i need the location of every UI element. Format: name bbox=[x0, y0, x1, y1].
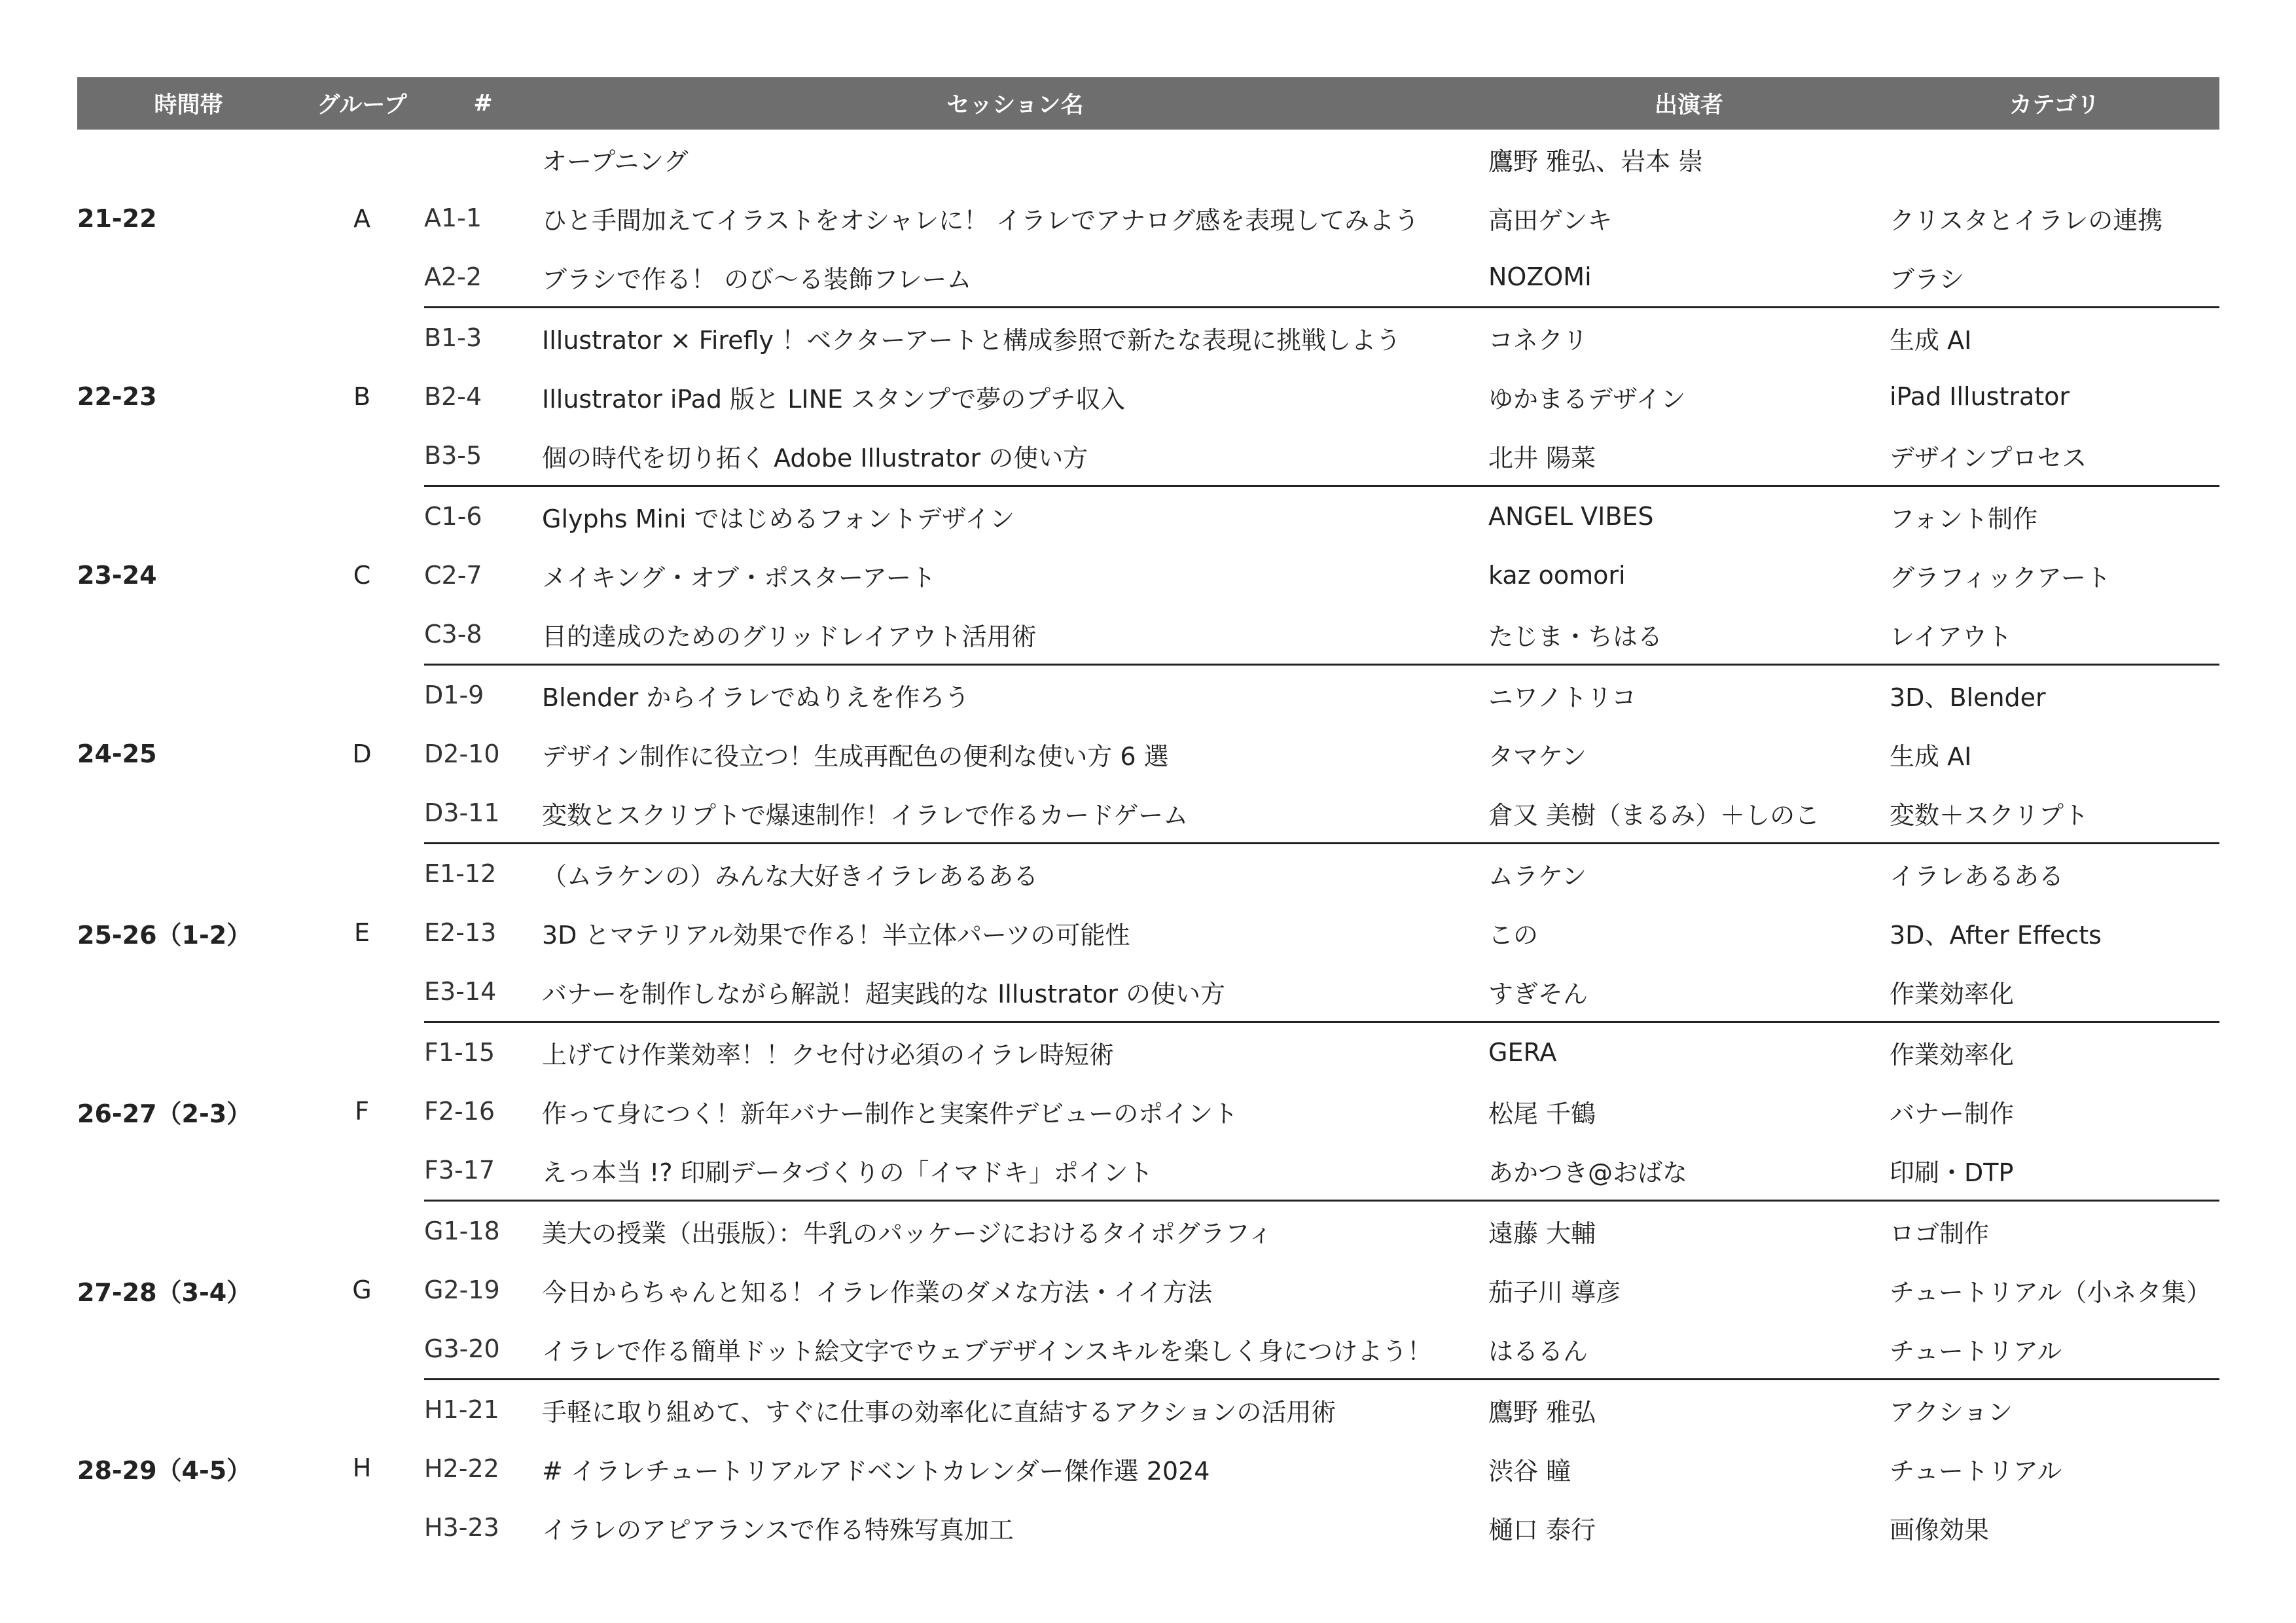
time-slot: 21-22 bbox=[77, 204, 157, 233]
session-number: E2-13 bbox=[424, 918, 497, 947]
session-row bbox=[77, 486, 2219, 546]
session-number: G1-18 bbox=[424, 1217, 500, 1245]
session-category: レイアウト bbox=[1890, 605, 2219, 665]
speaker-name: 渋谷 瞳 bbox=[1488, 1456, 1571, 1486]
time-slot: 24-25 bbox=[77, 740, 157, 768]
speaker-name: あかつき@おばな bbox=[1488, 1141, 1890, 1201]
session-row bbox=[77, 308, 2219, 368]
session-title: Blender からイラレでぬりえを作ろう bbox=[542, 683, 970, 712]
session-number: B3-5 bbox=[424, 426, 542, 486]
speaker-name: タマケン bbox=[1488, 741, 1587, 771]
time-slot: 27-28（3-4） bbox=[77, 1277, 252, 1307]
session-number: C2-7 bbox=[424, 561, 482, 590]
session-row bbox=[77, 1380, 2219, 1440]
session-category: 3D、After Effects bbox=[1890, 920, 2102, 950]
session-category: ロゴ制作 bbox=[1890, 1219, 1990, 1248]
speaker-name: NOZOMi bbox=[1488, 247, 1890, 308]
time-slot: 26-27（2-3） bbox=[77, 1099, 252, 1128]
session-category: イラレあるある bbox=[1890, 861, 2064, 891]
time-slot: 23-24 bbox=[77, 561, 157, 590]
session-number: C1-6 bbox=[424, 502, 482, 531]
group-letter: E bbox=[353, 918, 370, 947]
session-category: 変数＋スクリプト bbox=[1890, 783, 2219, 844]
session-category bbox=[1890, 130, 2219, 188]
session-category: グラフィックアート bbox=[1890, 563, 2111, 592]
session-row bbox=[77, 1201, 2219, 1261]
session-title: 目的達成のためのグリッドレイアウト活用術 bbox=[542, 605, 1488, 665]
session-category: クリスタとイラレの連携 bbox=[1890, 205, 2163, 235]
session-row bbox=[77, 844, 2219, 904]
speaker-name: すぎそん bbox=[1488, 962, 1890, 1022]
speaker-name: kaz oomori bbox=[1488, 561, 1626, 590]
session-category: バナー制作 bbox=[1890, 1099, 2015, 1128]
session-category: 生成 AI bbox=[1890, 325, 1972, 355]
session-title: オープニング bbox=[542, 147, 689, 176]
session-number: E1-12 bbox=[424, 859, 497, 888]
session-category: チュートリアル（小ネタ集） bbox=[1890, 1277, 2212, 1307]
session-title: 3D とマテリアル効果で作る！半立体パーツの可能性 bbox=[542, 920, 1130, 950]
time-slot: 25-26（1-2） bbox=[77, 920, 252, 950]
session-category: フォント制作 bbox=[1890, 504, 2038, 533]
session-number: D1-9 bbox=[424, 681, 484, 709]
session-category: アクション bbox=[1890, 1397, 2013, 1427]
speaker-name: 茄子川 導彦 bbox=[1488, 1277, 1621, 1307]
session-number: F3-17 bbox=[424, 1141, 542, 1201]
group-letter: H bbox=[352, 1454, 372, 1483]
speaker-name: コネクリ bbox=[1488, 325, 1588, 355]
session-category: 3D、Blender bbox=[1890, 683, 2046, 712]
time-slot: 28-29（4-5） bbox=[77, 1455, 252, 1485]
session-category: 画像効果 bbox=[1890, 1515, 1990, 1544]
speaker-name: ニワノトリコ bbox=[1488, 683, 1637, 712]
session-title: 上げてけ作業効率！！クセ付け必須のイラレ時短術 bbox=[542, 1040, 1115, 1069]
speaker-name: 鷹野 雅弘、岩本 崇 bbox=[1488, 147, 1704, 176]
session-number: H2-22 bbox=[424, 1454, 499, 1483]
speaker-name: 北井 陽菜 bbox=[1488, 426, 1890, 486]
speaker-name: 倉又 美樹（まるみ）＋しのこ bbox=[1488, 783, 1890, 844]
session-row bbox=[77, 1022, 2219, 1082]
session-number: H3-23 bbox=[424, 1513, 499, 1542]
session-number: G3-20 bbox=[424, 1319, 542, 1380]
session-category: 印刷・DTP bbox=[1890, 1141, 2219, 1201]
schedule-table bbox=[77, 77, 2219, 1557]
speaker-name: 樋口 泰行 bbox=[1488, 1515, 1596, 1544]
time-slot: 22-23 bbox=[77, 382, 157, 411]
session-title: 作って身につく！新年バナー制作と実案件デビューのポイント bbox=[542, 1099, 1238, 1128]
session-category: ブラシ bbox=[1890, 247, 2219, 308]
session-number: A1-1 bbox=[424, 204, 482, 232]
session-title: バナーを制作しながら解説！超実践的な Illustrator の使い方 bbox=[542, 962, 1488, 1022]
session-title: # イラレチュートリアルアドベントカレンダー傑作選 2024 bbox=[542, 1456, 1210, 1486]
header-time: 時間帯 bbox=[77, 77, 300, 130]
session-number: C3-8 bbox=[424, 605, 542, 665]
speaker-name: 鷹野 雅弘 bbox=[1488, 1397, 1596, 1427]
header-session: セッション名 bbox=[542, 77, 1488, 130]
group-letter: C bbox=[353, 561, 371, 590]
session-number: F2-16 bbox=[424, 1097, 495, 1126]
session-number: D3-11 bbox=[424, 783, 542, 844]
session-title: イラレのアピアランスで作る特殊写真加工 bbox=[542, 1515, 1014, 1544]
session-title: Glyphs Mini ではじめるフォントデザイン bbox=[542, 504, 1015, 533]
speaker-name: ANGEL VIBES bbox=[1488, 502, 1654, 531]
session-number: E3-14 bbox=[424, 962, 542, 1022]
speaker-name: たじま・ちはる bbox=[1488, 605, 1890, 665]
session-title: ひと手間加えてイラストをオシャレに！ イラレでアナログ感を表現してみよう bbox=[542, 205, 1420, 235]
session-row bbox=[77, 665, 2219, 725]
speaker-name: この bbox=[1488, 920, 1539, 950]
session-number bbox=[424, 130, 542, 188]
schedule-body bbox=[77, 130, 2219, 1557]
header-num: # bbox=[424, 77, 542, 130]
group-letter: D bbox=[352, 740, 372, 768]
group-letter: A bbox=[353, 204, 370, 233]
speaker-name: ムラケン bbox=[1488, 861, 1587, 891]
session-number: A2-2 bbox=[424, 247, 542, 308]
session-title: 手軽に取り組めて、すぐに仕事の効率化に直結するアクションの活用術 bbox=[542, 1397, 1336, 1427]
group-letter: G bbox=[352, 1275, 372, 1304]
session-title: Illustrator iPad 版と LINE スタンプで夢のプチ収入 bbox=[542, 384, 1126, 414]
session-title: 変数とスクリプトで爆速制作！イラレで作るカードゲーム bbox=[542, 783, 1488, 844]
session-category: チュートリアル bbox=[1890, 1456, 2062, 1486]
speaker-name: 遠藤 大輔 bbox=[1488, 1219, 1596, 1248]
session-number: H1-21 bbox=[424, 1395, 499, 1424]
session-number: D2-10 bbox=[424, 740, 500, 768]
header-speaker: 出演者 bbox=[1488, 77, 1890, 130]
session-category: iPad Illustrator bbox=[1890, 382, 2070, 411]
session-row bbox=[77, 130, 2219, 188]
session-number: G2-19 bbox=[424, 1275, 500, 1304]
session-title: 美大の授業（出張版）：牛乳のパッケージにおけるタイポグラフィ bbox=[542, 1219, 1273, 1248]
speaker-name: ゆかまるデザイン bbox=[1488, 384, 1686, 414]
session-title: えっ本当 !? 印刷データづくりの「イマドキ」ポイント bbox=[542, 1141, 1488, 1201]
header-row bbox=[77, 77, 2219, 130]
session-category: 作業効率化 bbox=[1890, 1040, 2015, 1069]
session-title: デザイン制作に役立つ！生成再配色の便利な使い方 6 選 bbox=[542, 741, 1169, 771]
speaker-name: 高田ゲンキ bbox=[1488, 205, 1613, 235]
session-title: イラレで作る簡単ドット絵文字でウェブデザインスキルを楽しく身につけよう！ bbox=[542, 1319, 1488, 1380]
session-category: チュートリアル bbox=[1890, 1319, 2219, 1380]
session-title: ブラシで作る！ のび〜る装飾フレーム bbox=[542, 247, 1488, 308]
header-group: グループ bbox=[300, 77, 424, 130]
session-number: B2-4 bbox=[424, 382, 482, 411]
session-title: メイキング・オブ・ポスターアート bbox=[542, 563, 936, 592]
group-letter: B bbox=[353, 382, 371, 411]
session-category: 作業効率化 bbox=[1890, 962, 2219, 1022]
session-title: 個の時代を切り拓く Adobe Illustrator の使い方 bbox=[542, 426, 1488, 486]
session-category: 生成 AI bbox=[1890, 741, 1972, 771]
speaker-name: はるるん bbox=[1488, 1319, 1890, 1380]
session-title: 今日からちゃんと知る！イラレ作業のダメな方法・イイ方法 bbox=[542, 1277, 1213, 1307]
session-number: F1-15 bbox=[424, 1038, 495, 1067]
group-letter: F bbox=[355, 1097, 369, 1126]
session-number: B1-3 bbox=[424, 323, 482, 352]
session-title: Illustrator × Firefly ！ベクターアートと構成参照で新たな表現に挑戦しよう bbox=[542, 325, 1401, 355]
session-title: （ムラケンの）みんな大好きイラレあるある bbox=[542, 861, 1039, 891]
speaker-name: GERA bbox=[1488, 1038, 1557, 1067]
header-category: カテゴリ bbox=[1890, 77, 2219, 130]
speaker-name: 松尾 千鶴 bbox=[1488, 1099, 1596, 1128]
session-category: デザインプロセス bbox=[1890, 426, 2219, 486]
